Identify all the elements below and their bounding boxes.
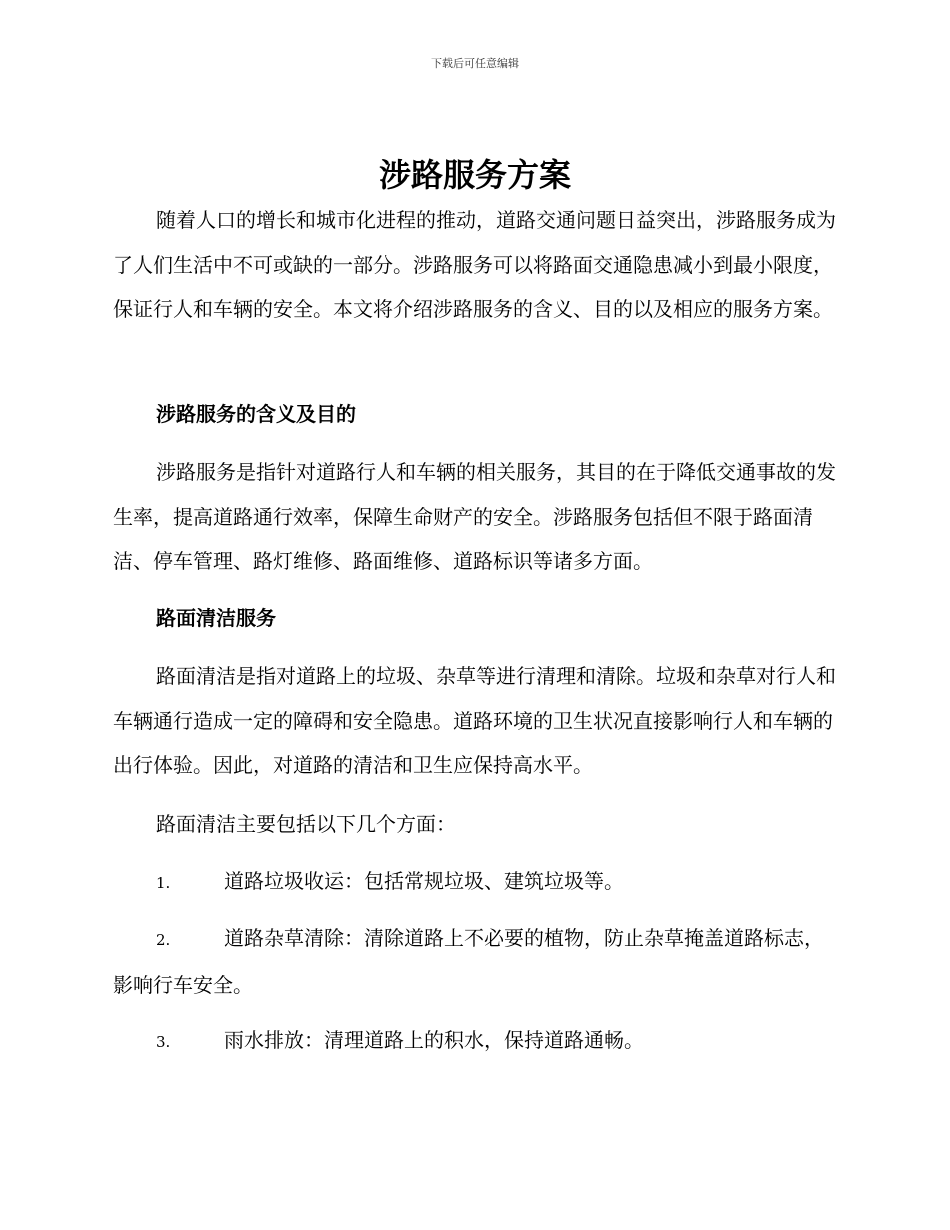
page-header: 下载后可任意编辑 [431, 57, 519, 70]
section-heading-cleaning: 路面清洁服务 [156, 606, 276, 630]
list-item-number: 3. [156, 1033, 171, 1051]
list-item [113, 916, 837, 1007]
list-item-text: 道路垃圾收运：包括常规垃圾、建筑垃圾等。 [224, 869, 624, 893]
intro-paragraph: 随着人口的增长和城市化进程的推动，道路交通问题日益突出，涉路服务成为了人们生活中不可或缺的一部分。涉路服务可以将路面交通隐患减小到最小限度，保证行人和车辆的安全。本文将介绍涉路服务的含义、目的以及相应的服务方案。 [113, 208, 836, 322]
list-item-number: 2. [156, 931, 171, 949]
list-item-text: 雨水排放：清理道路上的积水，保持道路通畅。 [224, 1028, 644, 1052]
list-intro: 路面清洁主要包括以下几个方面： [156, 812, 456, 836]
list-item-text: 道路杂草清除：清除道路上不必要的植物，防止杂草掩盖道路标志，影响行车安全。 [113, 926, 824, 997]
section-paragraph-cleaning: 路面清洁是指对道路上的垃圾、杂草等进行清理和清除。垃圾和杂草对行人和车辆通行造成一定的障碍和安全隐患。道路环境的卫生状况直接影响行人和车辆的出行体验。因此，对道路的清洁和卫生应保持高水平。 [113, 664, 836, 778]
section-paragraph-meaning: 涉路服务是指针对道路行人和车辆的相关服务，其目的在于降低交通事故的发生率，提高道路通行效率，保障生命财产的安全。涉路服务包括但不限于路面清洁、停车管理、路灯维修、路面维修、道路标识等诸多方面。 [113, 460, 836, 574]
document-title: 涉路服务方案 [378, 156, 571, 194]
list-item-number: 1. [156, 874, 171, 892]
list-item [113, 1018, 837, 1065]
section-heading-meaning: 涉路服务的含义及目的 [156, 402, 356, 426]
list-item [113, 859, 837, 906]
